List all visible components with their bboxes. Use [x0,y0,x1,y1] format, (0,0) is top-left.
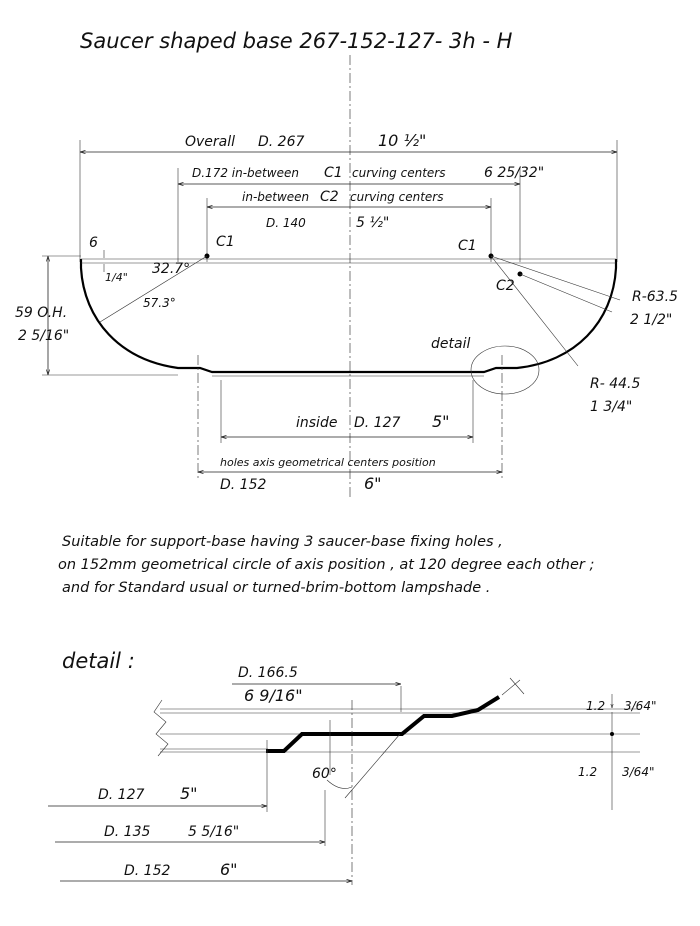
radius-2-in: 1 3/4" [590,399,633,415]
holes-caption: holes axis geometrical centers position [220,456,436,469]
c1-right-label: C1 [458,238,477,254]
note-line-3: and for Standard usual or turned-brim-bottom lampshade . [62,580,491,596]
overall-diameter-mm: D. 267 [258,134,305,150]
detail-view [48,665,656,885]
angle-label-b: 57.3° [143,296,176,310]
overall-dimension [80,131,617,262]
holes-diameter-mm: D. 152 [220,477,267,493]
detail-profile [266,697,499,751]
detail-circle [471,346,539,394]
detail-tag: detail [431,336,471,352]
d127-mm: D. 127 [98,787,145,803]
inside-diameter-in: 5" [432,412,450,431]
holes-diameter-in: 6" [364,474,382,493]
c2-caption-a: in-between [242,190,310,204]
c2-diameter-mm: D. 140 [266,216,306,230]
radius-1-mm: R-63.5 [632,289,678,305]
overall-diameter-in: 10 ½" [378,131,427,150]
d135-in: 5 5/16" [188,824,240,840]
d152-mm: D. 152 [124,863,171,879]
rim-thickness-mm: 6 [89,235,98,251]
drawing-title: Saucer shaped base 267-152-127- 3h - H [80,29,513,53]
c2-caption-b: C2 [320,189,339,205]
c2-dimension [207,189,491,262]
rim-thickness-in: 1/4" [105,271,128,284]
c2-right-label: C2 [496,278,515,294]
c1-distance-in: 6 25/32" [484,165,545,181]
notes-block [58,534,594,596]
c1-caption-c: curving centers [352,166,446,180]
radius-labels [431,289,678,415]
height-mm: 59 O.H. [15,305,68,321]
thickness-2-in: 3/64" [622,765,655,779]
d135-mm: D. 135 [104,824,151,840]
c1-caption-b: C1 [324,165,343,181]
detail-heading: detail : [62,649,135,673]
c1-caption-a: D.172 in-between [192,166,299,180]
d152-in: 6" [220,860,238,879]
c2-caption-c: curving centers [350,190,444,204]
height-in: 2 5/16" [18,328,70,344]
radius-1-in: 2 1/2" [630,312,673,328]
c1-left-label: C1 [216,234,235,250]
note-line-1: Suitable for support-base having 3 saucer-base fixing holes , [62,534,503,550]
thickness-1-mm: 1.2 [586,699,606,713]
angle-label-a: 32.7° [152,261,191,277]
inside-label: inside [296,415,338,431]
c2-diameter-in: 5 ½" [356,215,390,231]
d166-mm: D. 166.5 [238,665,298,681]
d127-in: 5" [180,784,198,803]
d166-in: 6 9/16" [244,686,303,705]
overall-label: Overall [185,134,236,150]
radius-2-mm: R- 44.5 [590,376,641,392]
inside-diameter-mm: D. 127 [354,415,401,431]
detail-angle-label: 60° [312,766,337,782]
thickness-2-mm: 1.2 [578,765,598,779]
saucer-profile [81,259,616,480]
thickness-1-in: 3/64" [624,699,657,713]
note-line-2: on 152mm geometrical circle of axis position , at 120 degree each other ; [58,557,595,573]
